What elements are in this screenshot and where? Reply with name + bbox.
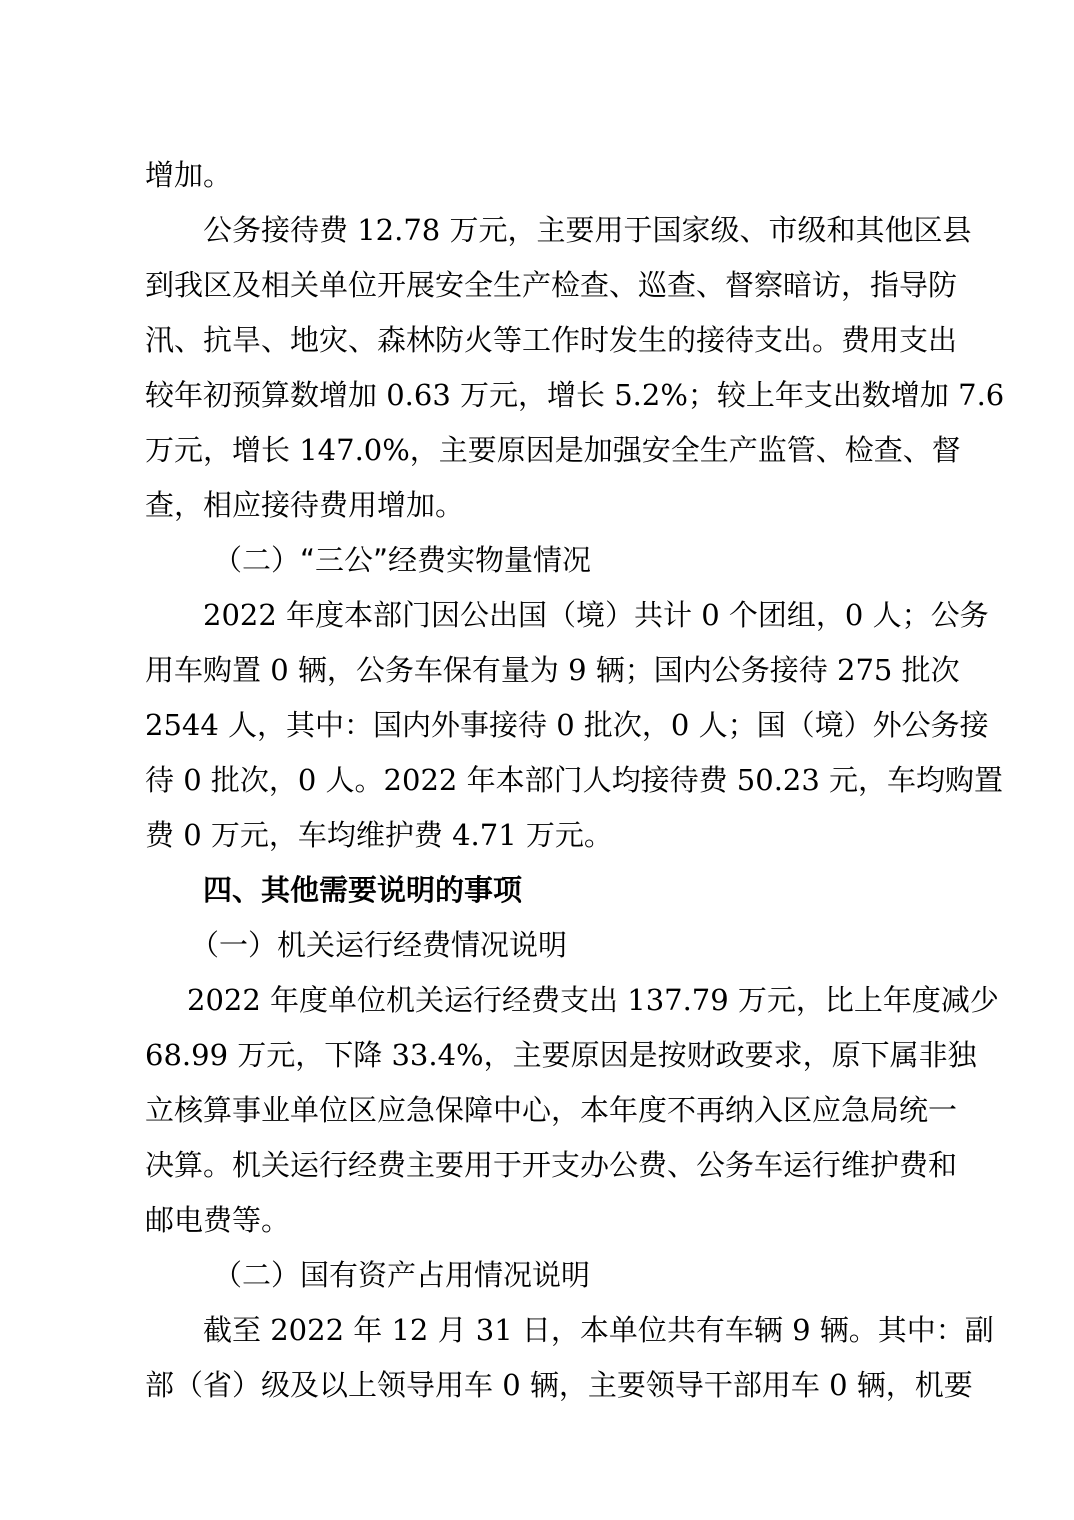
- paragraph-line: 立核算事业单位区应急保障中心，本年度不再纳入区应急局统一: [145, 1093, 958, 1127]
- paragraph-line: 较年初预算数增加 0.63 万元，增长 5.2%；较上年支出数增加 7.6: [145, 378, 1005, 412]
- paragraph-line: 公务接待费 12.78 万元，主要用于国家级、市级和其他区县: [203, 213, 972, 247]
- paragraph-line: 68.99 万元，下降 33.4%，主要原因是按财政要求，原下属非独: [145, 1038, 977, 1072]
- paragraph-line: 邮电费等。: [145, 1203, 291, 1237]
- paragraph-line: 汛、抗旱、地灾、森林防火等工作时发生的接待支出。费用支出: [145, 323, 958, 357]
- paragraph-line: 2022 年度本部门因公出国（境）共计 0 个团组，0 人；公务: [203, 598, 989, 632]
- chapter-heading: 四、其他需要说明的事项: [203, 873, 523, 907]
- paragraph-line: 截至 2022 年 12 月 31 日，本单位共有车辆 9 辆。其中：副: [203, 1313, 994, 1347]
- section-heading: （一）机关运行经费情况说明: [190, 928, 568, 962]
- section-heading: （二）“三公”经费实物量情况: [213, 543, 592, 577]
- paragraph-line: 2544 人，其中：国内外事接待 0 批次，0 人；国（境）外公务接: [145, 708, 989, 742]
- paragraph-line: 万元，增长 147.0%，主要原因是加强安全生产监管、检查、督: [145, 433, 961, 467]
- section-heading: （二）国有资产占用情况说明: [213, 1258, 591, 1292]
- paragraph-line: 查，相应接待费用增加。: [145, 488, 465, 522]
- paragraph-line: 到我区及相关单位开展安全生产检查、巡查、督察暗访，指导防: [145, 268, 958, 302]
- paragraph-line: 部（省）级及以上领导用车 0 辆，主要领导干部用车 0 辆，机要: [145, 1368, 973, 1402]
- paragraph-line: 费 0 万元，车均维护费 4.71 万元。: [145, 818, 613, 852]
- paragraph-line: 2022 年度单位机关运行经费支出 137.79 万元，比上年度减少: [187, 983, 999, 1017]
- paragraph-line: 决算。机关运行经费主要用于开支办公费、公务车运行维护费和: [145, 1148, 958, 1182]
- paragraph-line: 待 0 批次，0 人。2022 年本部门人均接待费 50.23 元，车均购置: [145, 763, 1004, 797]
- paragraph-line: 增加。: [145, 158, 233, 192]
- document-page: [145, 148, 1005, 1413]
- paragraph-line: 用车购置 0 辆，公务车保有量为 9 辆；国内公务接待 275 批次: [145, 653, 960, 687]
